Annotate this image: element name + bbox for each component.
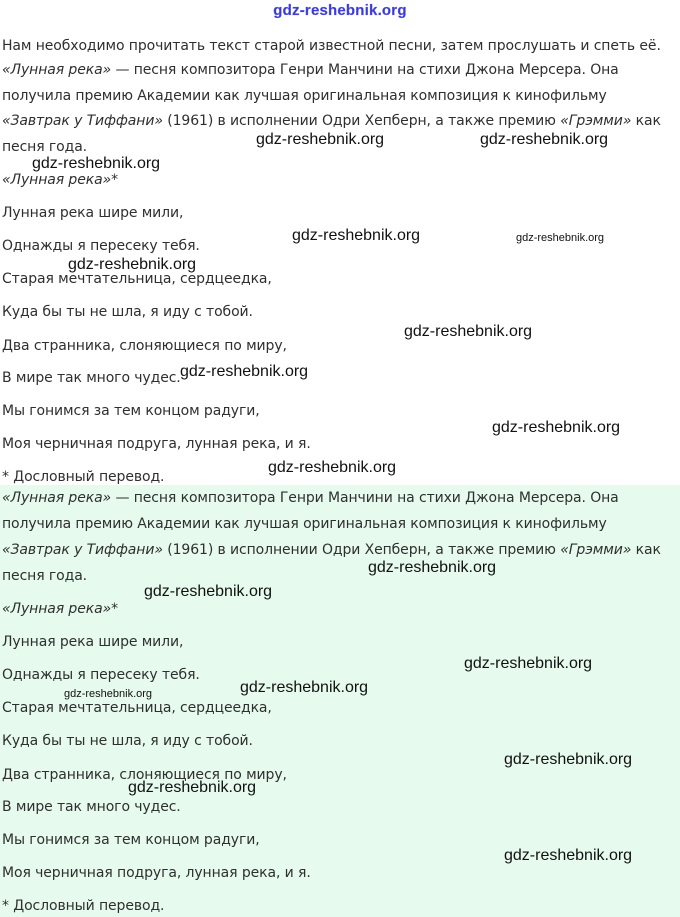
song-title-text: «Лунная река»*: [2, 601, 118, 617]
song-title-ref: «Лунная река»: [2, 62, 112, 78]
song-title-ref: «Лунная река»: [2, 490, 112, 506]
watermark: gdz-reshebnik.org: [144, 583, 273, 600]
description-text: как: [631, 113, 661, 129]
watermark: gdz-reshebnik.org: [64, 688, 153, 700]
song-line: Однажды я пересеку тебя.: [2, 667, 200, 683]
song-line: Два странника, слоняющиеся по миру,: [2, 338, 287, 354]
song-line: Два странника, слоняющиеся по миру,: [2, 767, 287, 783]
song-line: Куда бы ты не шла, я иду с тобой.: [2, 304, 253, 320]
description-line-2: получила премию Академии как лучшая оригинальная композиция к кинофильму: [2, 516, 607, 532]
description-line-4: песня года.: [2, 139, 88, 155]
watermark: gdz-reshebnik.org: [504, 847, 633, 864]
song-title: [2, 171, 118, 189]
description-text: — песня композитора Генри Манчини на стихи Джона Мерсера. Она: [111, 62, 619, 78]
description-text: — песня композитора Генри Манчини на стихи Джона Мерсера. Она: [111, 490, 619, 506]
description-line-2: получила премию Академии как лучшая оригинальная композиция к кинофильму: [2, 88, 607, 104]
watermark: gdz-reshebnik.org: [292, 227, 421, 244]
description-line-4: песня года.: [2, 568, 88, 584]
description-line-3: [2, 541, 661, 559]
film-title: «Завтрак у Тиффани»: [2, 113, 163, 129]
watermark: gdz-reshebnik.org: [32, 155, 161, 172]
film-title: «Завтрак у Тиффани»: [2, 542, 163, 558]
watermark: gdz-reshebnik.org: [240, 679, 369, 696]
watermark: gdz-reshebnik.org: [256, 131, 385, 148]
song-line: Старая мечтательница, сердцеедка,: [2, 700, 272, 716]
footnote: * Дословный перевод.: [2, 469, 165, 485]
award-title: «Грэмми»: [560, 113, 632, 129]
song-line: В мире так много чудес.: [2, 370, 181, 386]
description-text: (1961) в исполнении Одри Хепберн, а также премию: [162, 542, 561, 558]
song-line: Старая мечтательница, сердцеедка,: [2, 271, 272, 287]
watermark: gdz-reshebnik.org: [516, 232, 605, 244]
site-logo-text[interactable]: gdz-reshebnik.org: [273, 2, 407, 19]
description-text: (1961) в исполнении Одри Хепберн, а также премию: [162, 113, 561, 129]
song-line: Лунная река шире мили,: [2, 634, 184, 650]
award-title: «Грэмми»: [560, 542, 632, 558]
song-line: Куда бы ты не шла, я иду с тобой.: [2, 733, 253, 749]
watermark: gdz-reshebnik.org: [368, 559, 497, 576]
song-line: Мы гонимся за тем концом радуги,: [2, 403, 260, 419]
watermark: gdz-reshebnik.org: [504, 751, 633, 768]
watermark: gdz-reshebnik.org: [492, 419, 621, 436]
song-title: [2, 600, 118, 618]
watermark: gdz-reshebnik.org: [480, 131, 609, 148]
watermark: gdz-reshebnik.org: [268, 459, 397, 476]
footnote: * Дословный перевод.: [2, 898, 165, 914]
description-line-3: [2, 112, 661, 130]
intro-text: Нам необходимо прочитать текст старой известной песни, затем прослушать и спеть её.: [2, 38, 661, 54]
watermark: gdz-reshebnik.org: [404, 323, 533, 340]
song-title-text: «Лунная река»*: [2, 172, 118, 188]
watermark: gdz-reshebnik.org: [68, 256, 197, 273]
watermark: gdz-reshebnik.org: [464, 655, 593, 672]
song-line: Мы гонимся за тем концом радуги,: [2, 832, 260, 848]
description-line-1: [2, 61, 619, 79]
description-line-1: [2, 489, 619, 507]
song-line: Лунная река шире мили,: [2, 205, 184, 221]
song-line: Однажды я пересеку тебя.: [2, 238, 200, 254]
description-text: как: [631, 542, 661, 558]
song-line: В мире так много чудес.: [2, 799, 181, 815]
watermark: gdz-reshebnik.org: [128, 779, 257, 796]
song-line: Моя черничная подруга, лунная река, и я.: [2, 436, 311, 452]
song-line: Моя черничная подруга, лунная река, и я.: [2, 865, 311, 881]
watermark: gdz-reshebnik.org: [180, 363, 309, 380]
